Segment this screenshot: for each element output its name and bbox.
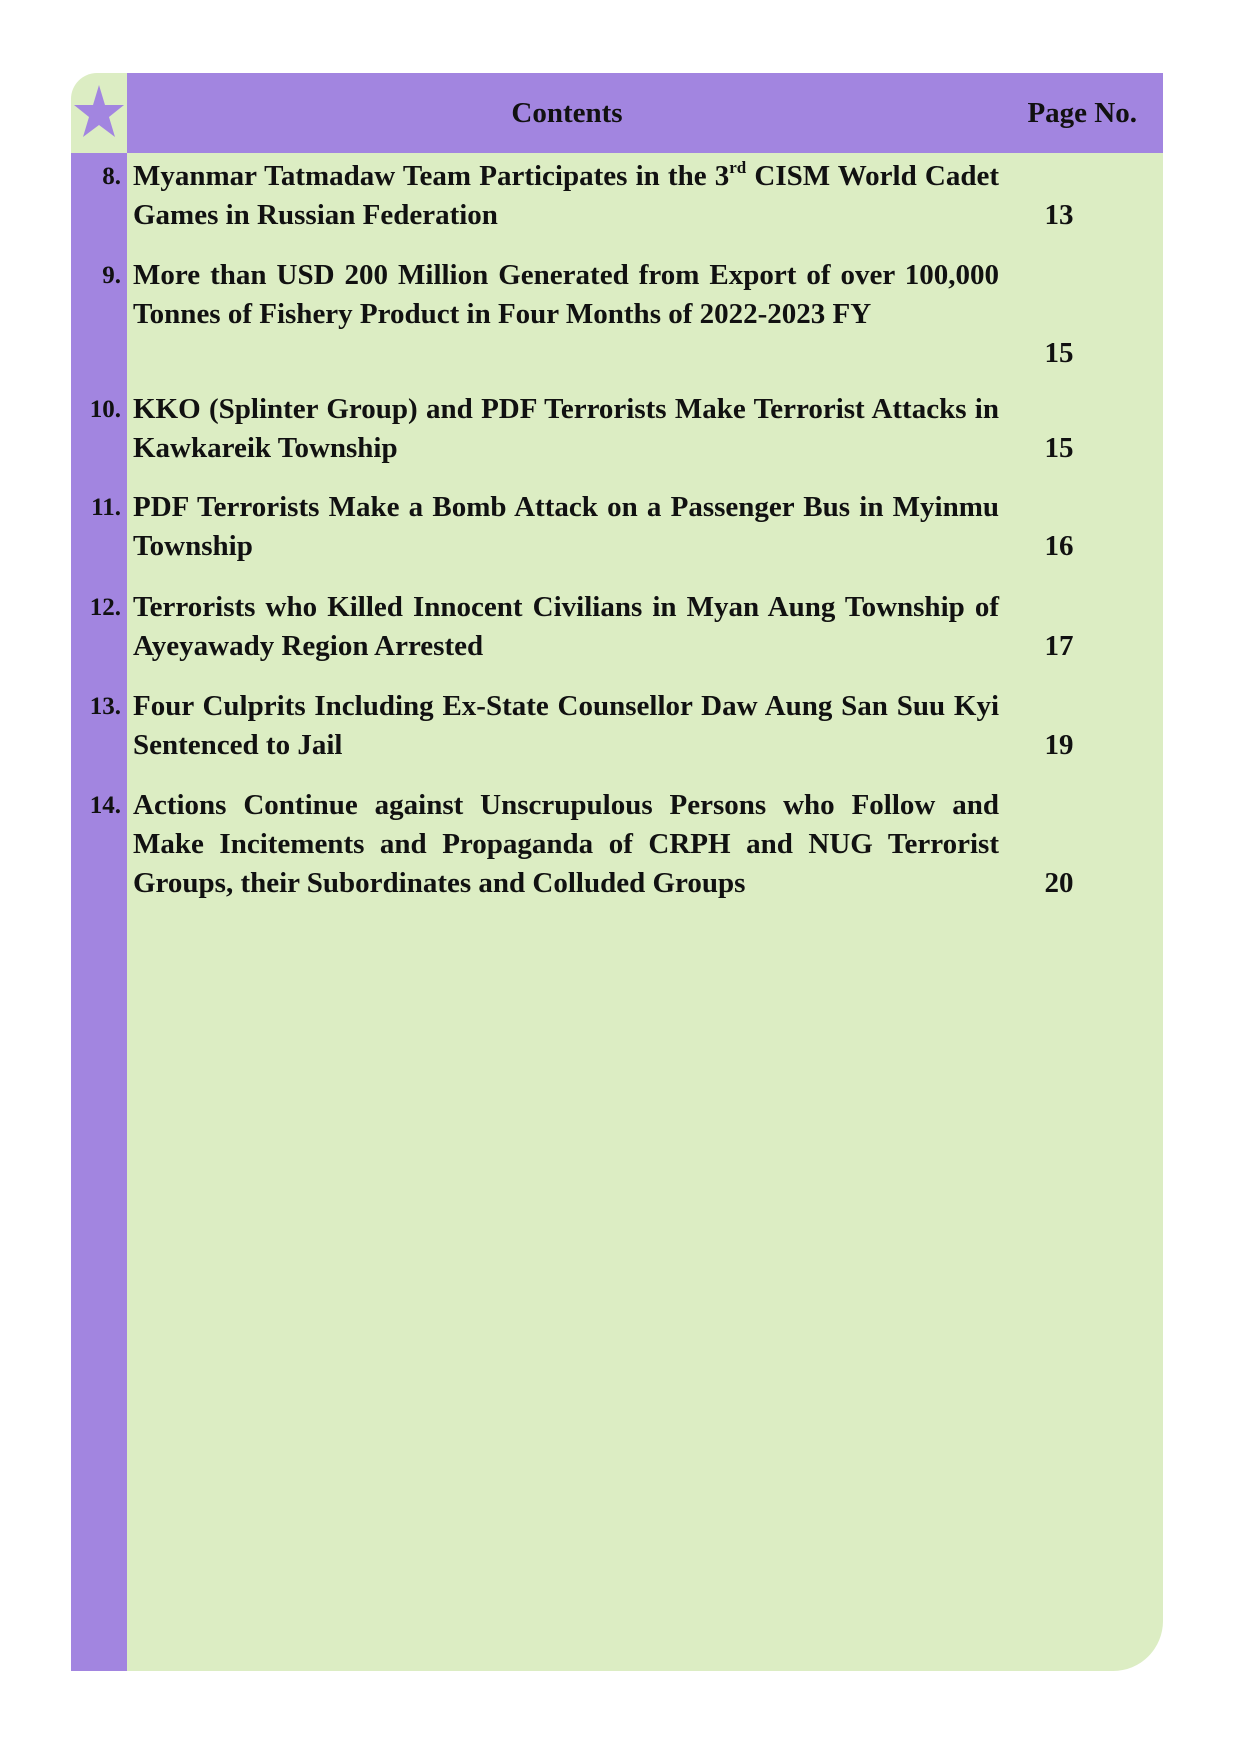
entry-title[interactable]: Four Culprits Including Ex-State Counsellor Daw Aung San Suu Kyi Sentenced to Jail bbox=[133, 690, 999, 761]
entry-page: 15 bbox=[1044, 337, 1074, 369]
entry-number: 10. bbox=[89, 396, 121, 423]
entry-number: 8. bbox=[102, 163, 121, 190]
header-bar bbox=[127, 73, 1163, 153]
contents-panel bbox=[71, 73, 1163, 1671]
entry-number: 12. bbox=[89, 594, 121, 621]
entry-title[interactable]: KKO (Splinter Group) and PDF Terrorists Make Terrorist Attacks in Kawkareik Township bbox=[133, 393, 999, 464]
entry-number: 11. bbox=[91, 494, 121, 521]
entry-title[interactable]: PDF Terrorists Make a Bomb Attack on a Passenger Bus in Myinmu Township bbox=[133, 491, 999, 562]
entry-page: 17 bbox=[1044, 630, 1074, 662]
entry-page: 20 bbox=[1044, 867, 1074, 899]
entry-page: 13 bbox=[1044, 199, 1074, 231]
entry-number: 9. bbox=[102, 262, 121, 289]
entry-title[interactable]: More than USD 200 Million Generated from Export of over 100,000 Tonnes of Fishery Product in Four Months of 2022-2023 FY bbox=[133, 259, 999, 330]
entry-title[interactable]: Actions Continue against Unscrupulous Persons who Follow and Make Incitements and Propaganda of CRPH and NUG Terrorist Groups, their Subordinates and Colluded Groups bbox=[133, 789, 999, 899]
side-bar bbox=[71, 153, 127, 1671]
entry-page: 19 bbox=[1044, 729, 1074, 761]
star-icon bbox=[73, 79, 125, 143]
entry-title[interactable]: Myanmar Tatmadaw Team Participates in the 3rd CISM World Cadet Games in Russian Federation bbox=[133, 158, 1000, 231]
contents-heading: Contents bbox=[511, 97, 623, 129]
entry-title[interactable]: Terrorists who Killed Innocent Civilians in Myan Aung Township of Ayeyawady Region Arrested bbox=[133, 591, 999, 662]
entry-number: 14. bbox=[89, 792, 121, 819]
entry-page: 15 bbox=[1044, 432, 1074, 464]
page-number-heading: Page No. bbox=[1027, 97, 1137, 129]
entry-number: 13. bbox=[89, 693, 121, 720]
entry-page: 16 bbox=[1044, 530, 1074, 562]
